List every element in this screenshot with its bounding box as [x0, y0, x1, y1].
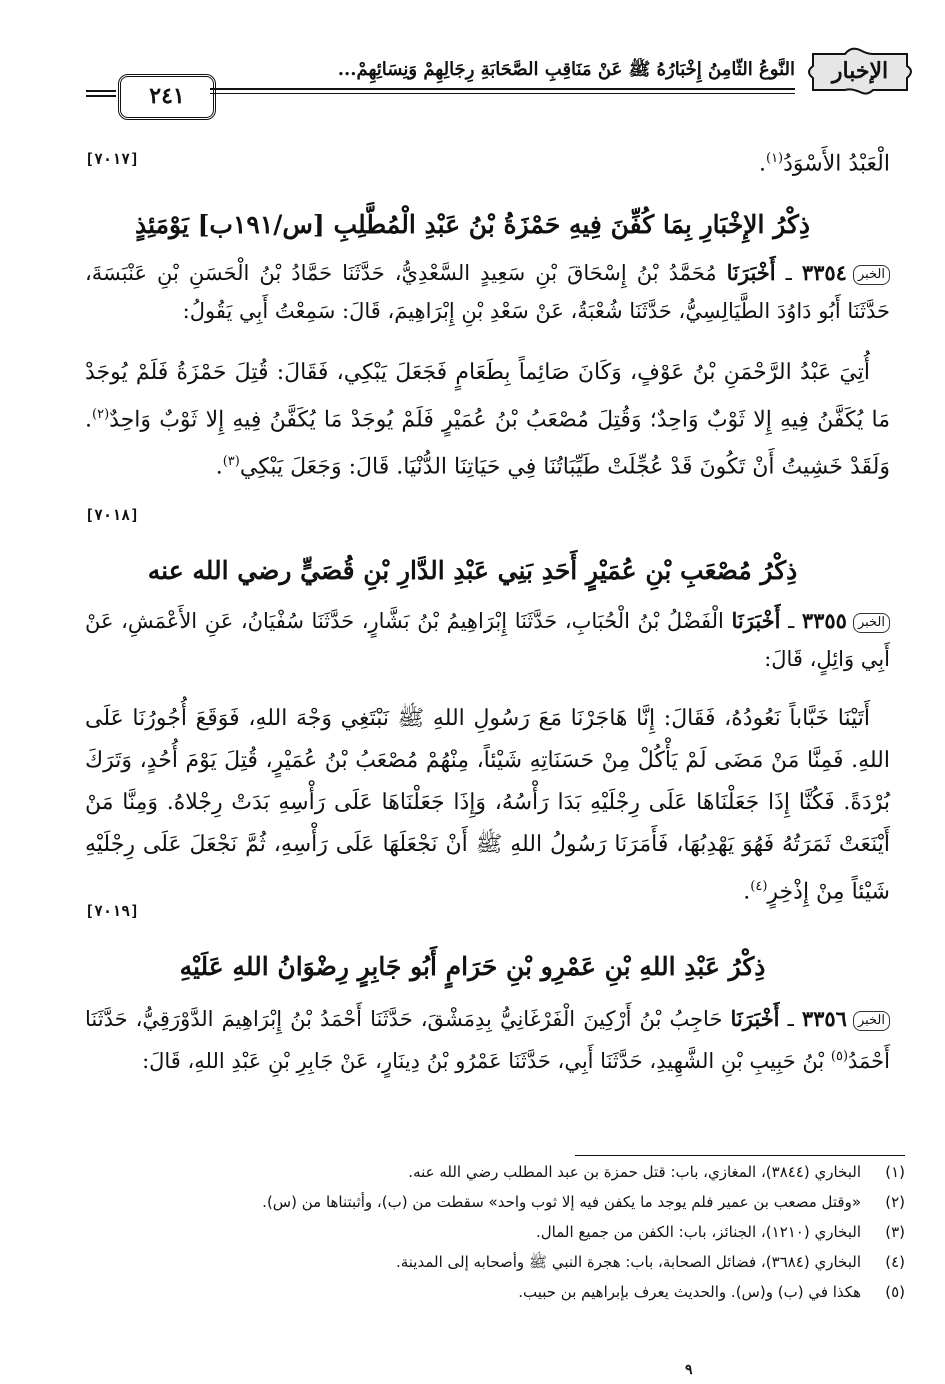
chapter-badge	[805, 44, 915, 98]
footnote-marker: (٢)	[92, 407, 110, 422]
isnad-text: حَاجِبُ بْنُ أَرْكِينَ الْفَرْغَانِيُّ بِدِمَشْقَ، حَدَّثَنَا أَحْمَدُ بْنُ إِبْرَاهِيمَ الدَّوْرَقِيُّ، حَدَّثَنَا أَحْمَدُ	[85, 1007, 890, 1073]
header-rule-thin	[210, 93, 795, 94]
page-number-ornament	[86, 90, 116, 100]
opening-line	[85, 138, 890, 185]
hadith-body	[85, 352, 890, 489]
footnote-text: هكذا في (ب) و(س). والحديث يعرف بإبراهيم بن حبيب.	[518, 1283, 861, 1301]
footnote-number: (٢)	[885, 1193, 905, 1211]
footnote-number: (١)	[885, 1163, 905, 1181]
opening-text: الْعَبْدُ الأَسْوَدُ	[783, 151, 890, 177]
footnote-text: «وقتل مصعب بن عمير فلم يوجد ما يكفن فيه إلا ثوب واحد» سقطت من (ب)، وأثبتناها من (س).	[262, 1193, 861, 1211]
khabar-icon: الخبر	[853, 1011, 890, 1031]
punct: .	[758, 151, 766, 177]
footnote-text: البخاري (١٢١٠)، الجنائز، باب: الكفن من جميع المال.	[536, 1223, 861, 1241]
footnote	[65, 1280, 905, 1304]
section-heading: ذِكْرُ عَبْدِ اللهِ بْنِ عَمْرِو بْنِ حَرَامٍ أَبُو جَابِرٍ رِضْوَانُ اللهِ عَلَيْهِ	[179, 952, 766, 981]
footnote-marker: (١)	[765, 151, 784, 166]
punct: .	[743, 879, 751, 905]
isnad-text: مُحَمَّدُ بْنُ إِسْحَاقَ بْنِ سَعِيدٍ السَّعْدِيُّ، حَدَّثَنَا حَمَّادُ بْنُ الْحَسَنِ بْنِ	[157, 261, 717, 285]
narration-keyword: أَخْبَرَنَا	[726, 260, 776, 285]
punct: .	[215, 454, 223, 480]
section-heading: ذِكْرُ مُصْعَبِ بْنِ عُمَيْرٍ أَحَدِ بَنِي عَبْدِ الدَّارِ بْنِ قُصَيٍّ رضي الله عنه	[147, 556, 798, 585]
hadith-ref: [٧٠١٩]	[85, 902, 140, 920]
matn-text: أُتِيَ عَبْدُ الرَّحْمَنِ بْنُ عَوْفٍ، وَكَانَ صَائِماً بِطَعَامٍ فَجَعَلَ يَبْكِي، فَقَالَ: قُتِلَ حَمْزَةُ فَلَمْ يُوجَدْ مَا يُكَفَّنُ فِيهِ إِلا ثَوْبٌ وَاحِدٌ؛ وَقُتِلَ مُصْعَبُ بْنُ عُمَيْرٍ فَلَمْ يُوجَدْ مَا يُكَفَّنُ فِيهِ إِلا ثَوْبٌ وَاحِدٌ	[85, 360, 890, 433]
hadith-ref: [٧٠١٧]	[85, 150, 140, 168]
footnote-text: البخاري (٣٨٤٤)، المغازي، باب: قتل حمزة بن عبد المطلب رضي الله عنه.	[408, 1163, 861, 1181]
hadith-number: ٣٣٥٥	[801, 608, 847, 633]
footnote-number: (٣)	[885, 1223, 905, 1241]
footnote-marker: (٤)	[750, 879, 768, 894]
isnad-text: بْنُ حَبِيبِ بْنِ الشَّهِيدِ، حَدَّثَنَا أَبِي، حَدَّثَنَا عَمْرُو بْنُ دِينَارٍ، عَنْ جَابِرِ بْنِ عَبْدِ اللهِ، قَالَ:	[142, 1049, 825, 1073]
footnote-marker: (٣)	[222, 454, 240, 470]
narration-keyword: أَخْبَرَنَا	[730, 1006, 780, 1031]
footnote	[65, 1220, 905, 1244]
hadith-number: ٣٣٥٦	[801, 1006, 847, 1031]
section-heading: ذِكْرُ الإِخْبَارِ بِمَا كُفِّنَ فِيهِ حَمْزَةُ بْنُ عَبْدِ الْمُطَّلِبِ [س/١٩١ب] يَوْمَئِذٍ	[134, 210, 811, 239]
narration-keyword: أَخْبَرَنَا	[731, 608, 781, 633]
header-rule	[210, 88, 795, 90]
footnote-number: (٤)	[885, 1253, 905, 1271]
footnote	[65, 1250, 905, 1274]
footnote-rule	[575, 1155, 905, 1156]
page-number: ٢٤١	[118, 74, 216, 120]
hadith-isnad: الخبر٣٣٥٦ ـ أَخْبَرَنَا حَاجِبُ بْنُ أَرْكِينَ الْفَرْغَانِيُّ بِدِمَشْقَ، حَدَّثَنَا أَحْمَدُ بْنُ إِبْرَاهِيمَ الدَّوْرَقِيُّ، حَدَّثَنَا أَحْمَدُ$^{(٥)}$ بْنُ حَبِيبِ بْنِ الشَّهِيدِ، حَدَّثَنَا أَبِي، حَدَّثَنَا عَمْرُو بْنُ دِينَارٍ، عَنْ جَابِرِ بْنِ عَبْدِ اللهِ، قَالَ:	[85, 1006, 890, 1073]
footnote-marker: (٥)	[830, 1049, 849, 1064]
hadith-ref: [٧٠١٨]	[85, 506, 140, 524]
footnote-list	[65, 1160, 905, 1304]
footnote-number: (٥)	[885, 1283, 905, 1301]
isnad-text: عَنْبَسَةَ، حَدَّثَنَا أَبُو دَاوُدَ الطَّيَالِسِيُّ، حَدَّثَنَا شُعْبَةُ، عَنْ سَعْدِ بْنِ إِبْرَاهِيمَ، قَالَ: سَمِعْتُ أَبِي يَقُولُ:	[85, 261, 890, 323]
isnad-text: الْفَضْلُ بْنُ الْحُبَابِ، حَدَّثَنَا إِبْرَاهِيمُ بْنُ بَشَّارٍ، حَدَّثَنَا سُفْيَانُ، عَنِ الأَعْمَشِ، عَنْ أَبِي وَائِلٍ، قَالَ:	[85, 609, 890, 671]
matn-text: أَتَيْنَا خَبَّاباً نَعُودُهُ، فَقَالَ: إِنَّا هَاجَرْنَا مَعَ رَسُولِ اللهِ ﷺ نَبْتَغِي وَجْهَ اللهِ، فَوَقَعَ أُجُورُنَا عَلَى اللهِ. فَمِنَّا مَنْ مَضَى لَمْ يَأْكُلْ مِنْ حَسَنَاتِهِ شَيْئاً، مِنْهُمْ مُصْعَبُ بْنُ عُمَيْرٍ، قُتِلَ يَوْمَ أُحُدٍ، وَتَرَكَ بُرْدَةً. فَكُنَّا إِذَا جَعَلْنَاهَا عَلَى رِجْلَيْهِ بَدَا رَأْسُهُ، وَإِذَا جَعَلْنَاهَا عَلَى رَأْسِهِ بَدَتْ رِجْلاهُ. وَمِنَّا مَنْ أَيْنَعَتْ ثَمَرَتُهُ فَهُوَ يَهْدِبُهَا، فَأَمَرَنَا رَسُولُ اللهِ ﷺ أَنْ نَجْعَلَهَا عَلَى رَأْسِهِ، ثُمَّ نَجْعَلَ عَلَى رِجْلَيْهِ شَيْئاً مِنْ إِذْخِرٍ	[85, 706, 890, 905]
hadith-isnad: الخبر٣٣٥٤ ـ أَخْبَرَنَا مُحَمَّدُ بْنُ إِسْحَاقَ بْنِ سَعِيدٍ السَّعْدِيُّ، حَدَّثَنَا حَمَّادُ بْنُ الْحَسَنِ بْنِ عَنْبَسَةَ، حَدَّثَنَا أَبُو دَاوُدَ الطَّيَالِسِيُّ، حَدَّثَنَا شُعْبَةُ، عَنْ سَعْدِ بْنِ إِبْرَاهِيمَ، قَالَ: سَمِعْتُ أَبِي يَقُولُ:	[85, 260, 890, 323]
footnote	[65, 1160, 905, 1184]
running-title: النَّوعُ الثَّامِنُ إِخْبَارُهُ ﷺ عَنْ مَنَاقِبِ الصَّحَابَةِ رِجَالِهِمْ وَنِسَائِهِمْ...	[337, 59, 795, 80]
khabar-icon: الخبر	[853, 613, 890, 633]
hadith-body	[85, 698, 890, 913]
matn-text: . وَلَقَدْ خَشِيتُ أَنْ تَكُونَ قَدْ عُجِّلَتْ طَيِّبَاتُنَا فِي حَيَاتِنَا الدُّنْيَا. قَالَ: وَجَعَلَ يَبْكِي	[85, 407, 890, 480]
hadith-isnad: الخبر٣٣٥٥ ـ أَخْبَرَنَا الْفَضْلُ بْنُ الْحُبَابِ، حَدَّثَنَا إِبْرَاهِيمُ بْنُ بَشَّارٍ، حَدَّثَنَا سُفْيَانُ، عَنِ الأَعْمَشِ، عَنْ أَبِي وَائِلٍ، قَالَ:	[85, 608, 890, 671]
footnote-text: البخاري (٣٦٨٤)، فضائل الصحابة، باب: هجرة النبي ﷺ وأصحابه إلى المدينة.	[395, 1253, 861, 1271]
hadith-number: ٣٣٥٤	[801, 260, 847, 285]
signature-mark: ٩	[685, 1362, 693, 1378]
chapter-badge-label: الإخبار	[831, 58, 889, 84]
footnote	[65, 1190, 905, 1214]
khabar-icon: الخبر	[853, 265, 890, 285]
